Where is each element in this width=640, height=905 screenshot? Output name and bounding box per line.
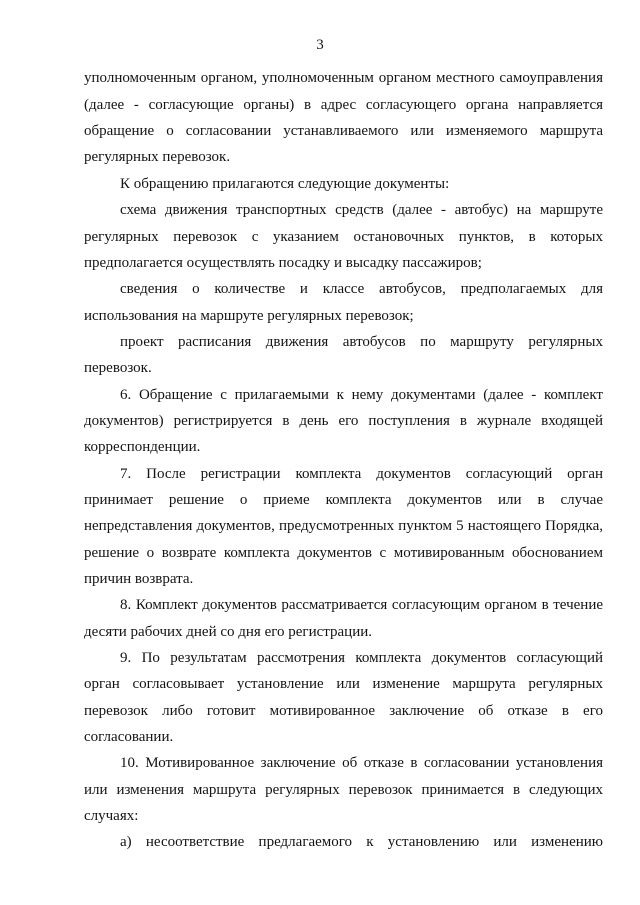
text-line: документов) регистрируется в день его поступления в журнале входящей — [84, 413, 603, 429]
text-line: предполагается осуществлять посадку и высадку пассажиров; — [84, 255, 482, 271]
text-line: перевозок. — [84, 360, 152, 376]
text-line: 9. По результатам рассмотрения комплекта документов согласующий — [120, 650, 603, 666]
text-line: проект расписания движения автобусов по маршруту регулярных — [120, 334, 603, 350]
text-line: 10. Мотивированное заключение об отказе в согласовании установления — [120, 755, 603, 771]
text-line: корреспонденции. — [84, 439, 201, 455]
text-line: а) несоответствие предлагаемого к установлению или изменению — [120, 834, 603, 850]
text-line: схема движения транспортных средств (далее - автобус) на маршруте — [120, 202, 603, 218]
text-line: 8. Комплект документов рассматривается согласующим органом в течение — [120, 597, 603, 613]
text-line: десяти рабочих дней со дня его регистрации. — [84, 624, 372, 640]
text-line: сведения о количестве и классе автобусов, предполагаемых для — [120, 281, 603, 297]
text-line: случаях: — [84, 808, 139, 824]
text-line: (далее - согласующие органы) в адрес согласующего органа направляется — [84, 97, 603, 113]
text-line: перевозок либо готовит мотивированное заключение об отказе в его — [84, 703, 603, 719]
text-line: использования на маршруте регулярных перевозок; — [84, 308, 414, 324]
text-line: непредставления документов, предусмотренных пунктом 5 настоящего Порядка, — [84, 518, 603, 534]
text-line: или изменения маршрута регулярных перевозок принимается в следующих — [84, 782, 603, 798]
text-line: уполномоченным органом, уполномоченным органом местного самоуправления — [84, 70, 603, 86]
text-line: принимает решение о приеме комплекта документов или в случае — [84, 492, 603, 508]
text-line: 6. Обращение с прилагаемыми к нему документами (далее - комплект — [120, 387, 603, 403]
text-line: причин возврата. — [84, 571, 194, 587]
text-line: обращение о согласовании устанавливаемого или изменяемого маршрута — [84, 123, 603, 139]
text-line: К обращению прилагаются следующие документы: — [120, 176, 450, 192]
text-line: согласовании. — [84, 729, 174, 745]
text-line: регулярных перевозок с указанием остановочных пунктов, в которых — [84, 229, 603, 245]
text-line: 7. После регистрации комплекта документов согласующий орган — [120, 466, 603, 482]
text-line: регулярных перевозок. — [84, 149, 231, 165]
text-line: орган согласовывает установление или изменение маршрута регулярных — [84, 676, 603, 692]
text-line: решение о возврате комплекта документов с мотивированным обоснованием — [84, 545, 603, 561]
page-number: 3 — [316, 37, 324, 53]
